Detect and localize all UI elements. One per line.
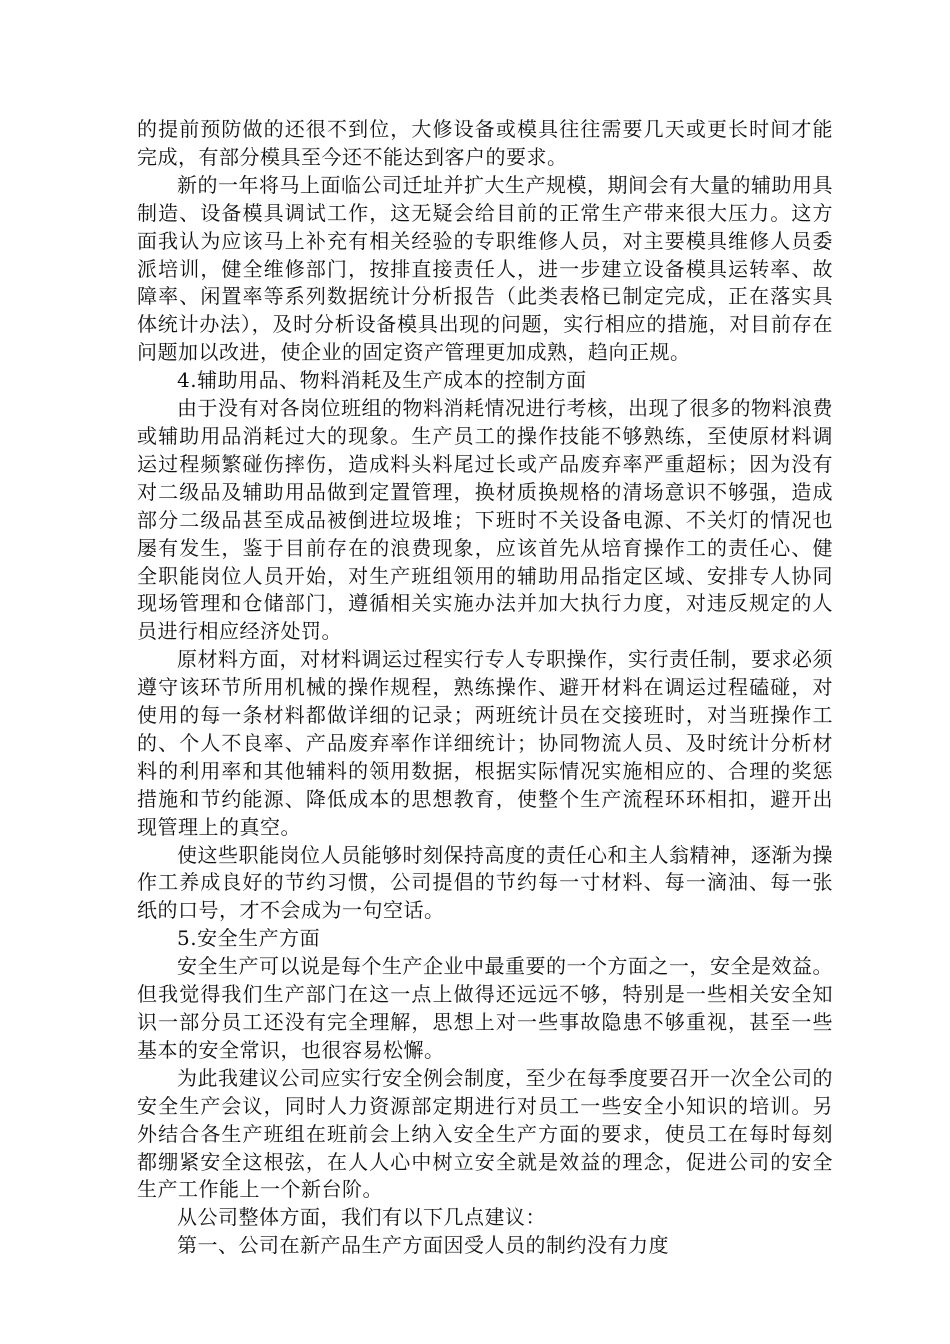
paragraph-company-suggestions: 从公司整体方面，我们有以下几点建议： xyxy=(177,1205,546,1230)
section-heading-cost-control: 4.辅助用品、物料消耗及生产成本的控制方面 xyxy=(177,368,587,393)
paragraph-safety-meetings: 为此我建议公司应实行安全例会制度，至少在每季度要召开一次全公司的安全生产会议，同时人力资源部定期进行对员工一些安全小知识的培训。另外结合各生产班组在班前会上纳入安全生产方面的要求，使员工在每时每刻都绷紧安全这根弦，在人人心中树立安全就是效益的理念，促进公司的安全生产工作能上一个新台阶。 xyxy=(137,1065,833,1202)
paragraph-safety-importance: 安全生产可以说是每个生产企业中最重要的一个方面之一，安全是效益。但我觉得我们生产部门在这一点上做得还远远不够，特别是一些相关安全知识一部分员工还没有完全理解，思想上对一些事故隐患不够重视，甚至一些基本的安全常识，也很容易松懈。 xyxy=(137,954,833,1062)
paragraph-responsibility: 使这些职能岗位人员能够时刻保持高度的责任心和主人翁精神，逐渐为操作工养成良好的节约习惯，公司提倡的节约每一寸材料、每一滴油、每一张纸的口号，才不会成为一句空话。 xyxy=(137,842,833,923)
paragraph-relocation-plan: 新的一年将马上面临公司迁址并扩大生产规模，期间会有大量的辅助用具制造、设备模具调试工作，这无疑会给目前的正常生产带来很大压力。这方面我认为应该马上补充有相关经验的专职维修人员，对主要模具维修人员委派培训，健全维修部门，按排直接责任人，进一步建立设备模具运转率、故障率、闲置率等系列数据统计分析报告（此类表格已制定完成，正在落实具体统计办法），及时分析设备模具出现的问题，实行相应的措施，对目前存在问题加以改进，使企业的固定资产管理更加成熟，趋向正规。 xyxy=(137,172,833,365)
document-body xyxy=(137,116,833,1260)
paragraph-continuation: 的提前预防做的还很不到位，大修设备或模具往往需要几天或更长时间才能完成，有部分模具至今还不能达到客户的要求。 xyxy=(137,117,833,169)
section-heading-safety: 5.安全生产方面 xyxy=(177,926,321,951)
paragraph-material-waste: 由于没有对各岗位班组的物料消耗情况进行考核，出现了很多的物料浪费或辅助用品消耗过大的现象。生产员工的操作技能不够熟练，至使原材料调运过程频繁碰伤摔伤，造成料头料尾过长或产品废弃率严重超标；因为没有对二级品及辅助用品做到定置管理，换材质换规格的清场意识不够强，造成部分二级品甚至成品被倒进垃圾堆；下班时不关设备电源、不关灯的情况也屡有发生，鉴于目前存在的浪费现象，应该首先从培育操作工的责任心、健全职能岗位人员开始，对生产班组领用的辅助用品指定区域、安排专人协同现场管理和仓储部门，遵循相关实施办法并加大执行力度，对违反规定的人员进行相应经济处罚。 xyxy=(137,396,833,644)
paragraph-raw-materials: 原材料方面，对材料调运过程实行专人专职操作，实行责任制，要求必须遵守该环节所用机械的操作规程，熟练操作、避开材料在调运过程磕碰，对使用的每一条材料都做详细的记录；两班统计员在交接班时，对当班操作工的、个人不良率、产品废弃率作详细统计；协同物流人员、及时统计分析材料的利用率和其他辅料的领用数据，根据实际情况实施相应的、合理的奖惩措施和节约能源、降低成本的思想教育，使整个生产流程环环相扣，避开出现管理上的真空。 xyxy=(137,647,833,839)
paragraph-first-point: 第一、公司在新产品生产方面因受人员的制约没有力度 xyxy=(177,1233,669,1258)
